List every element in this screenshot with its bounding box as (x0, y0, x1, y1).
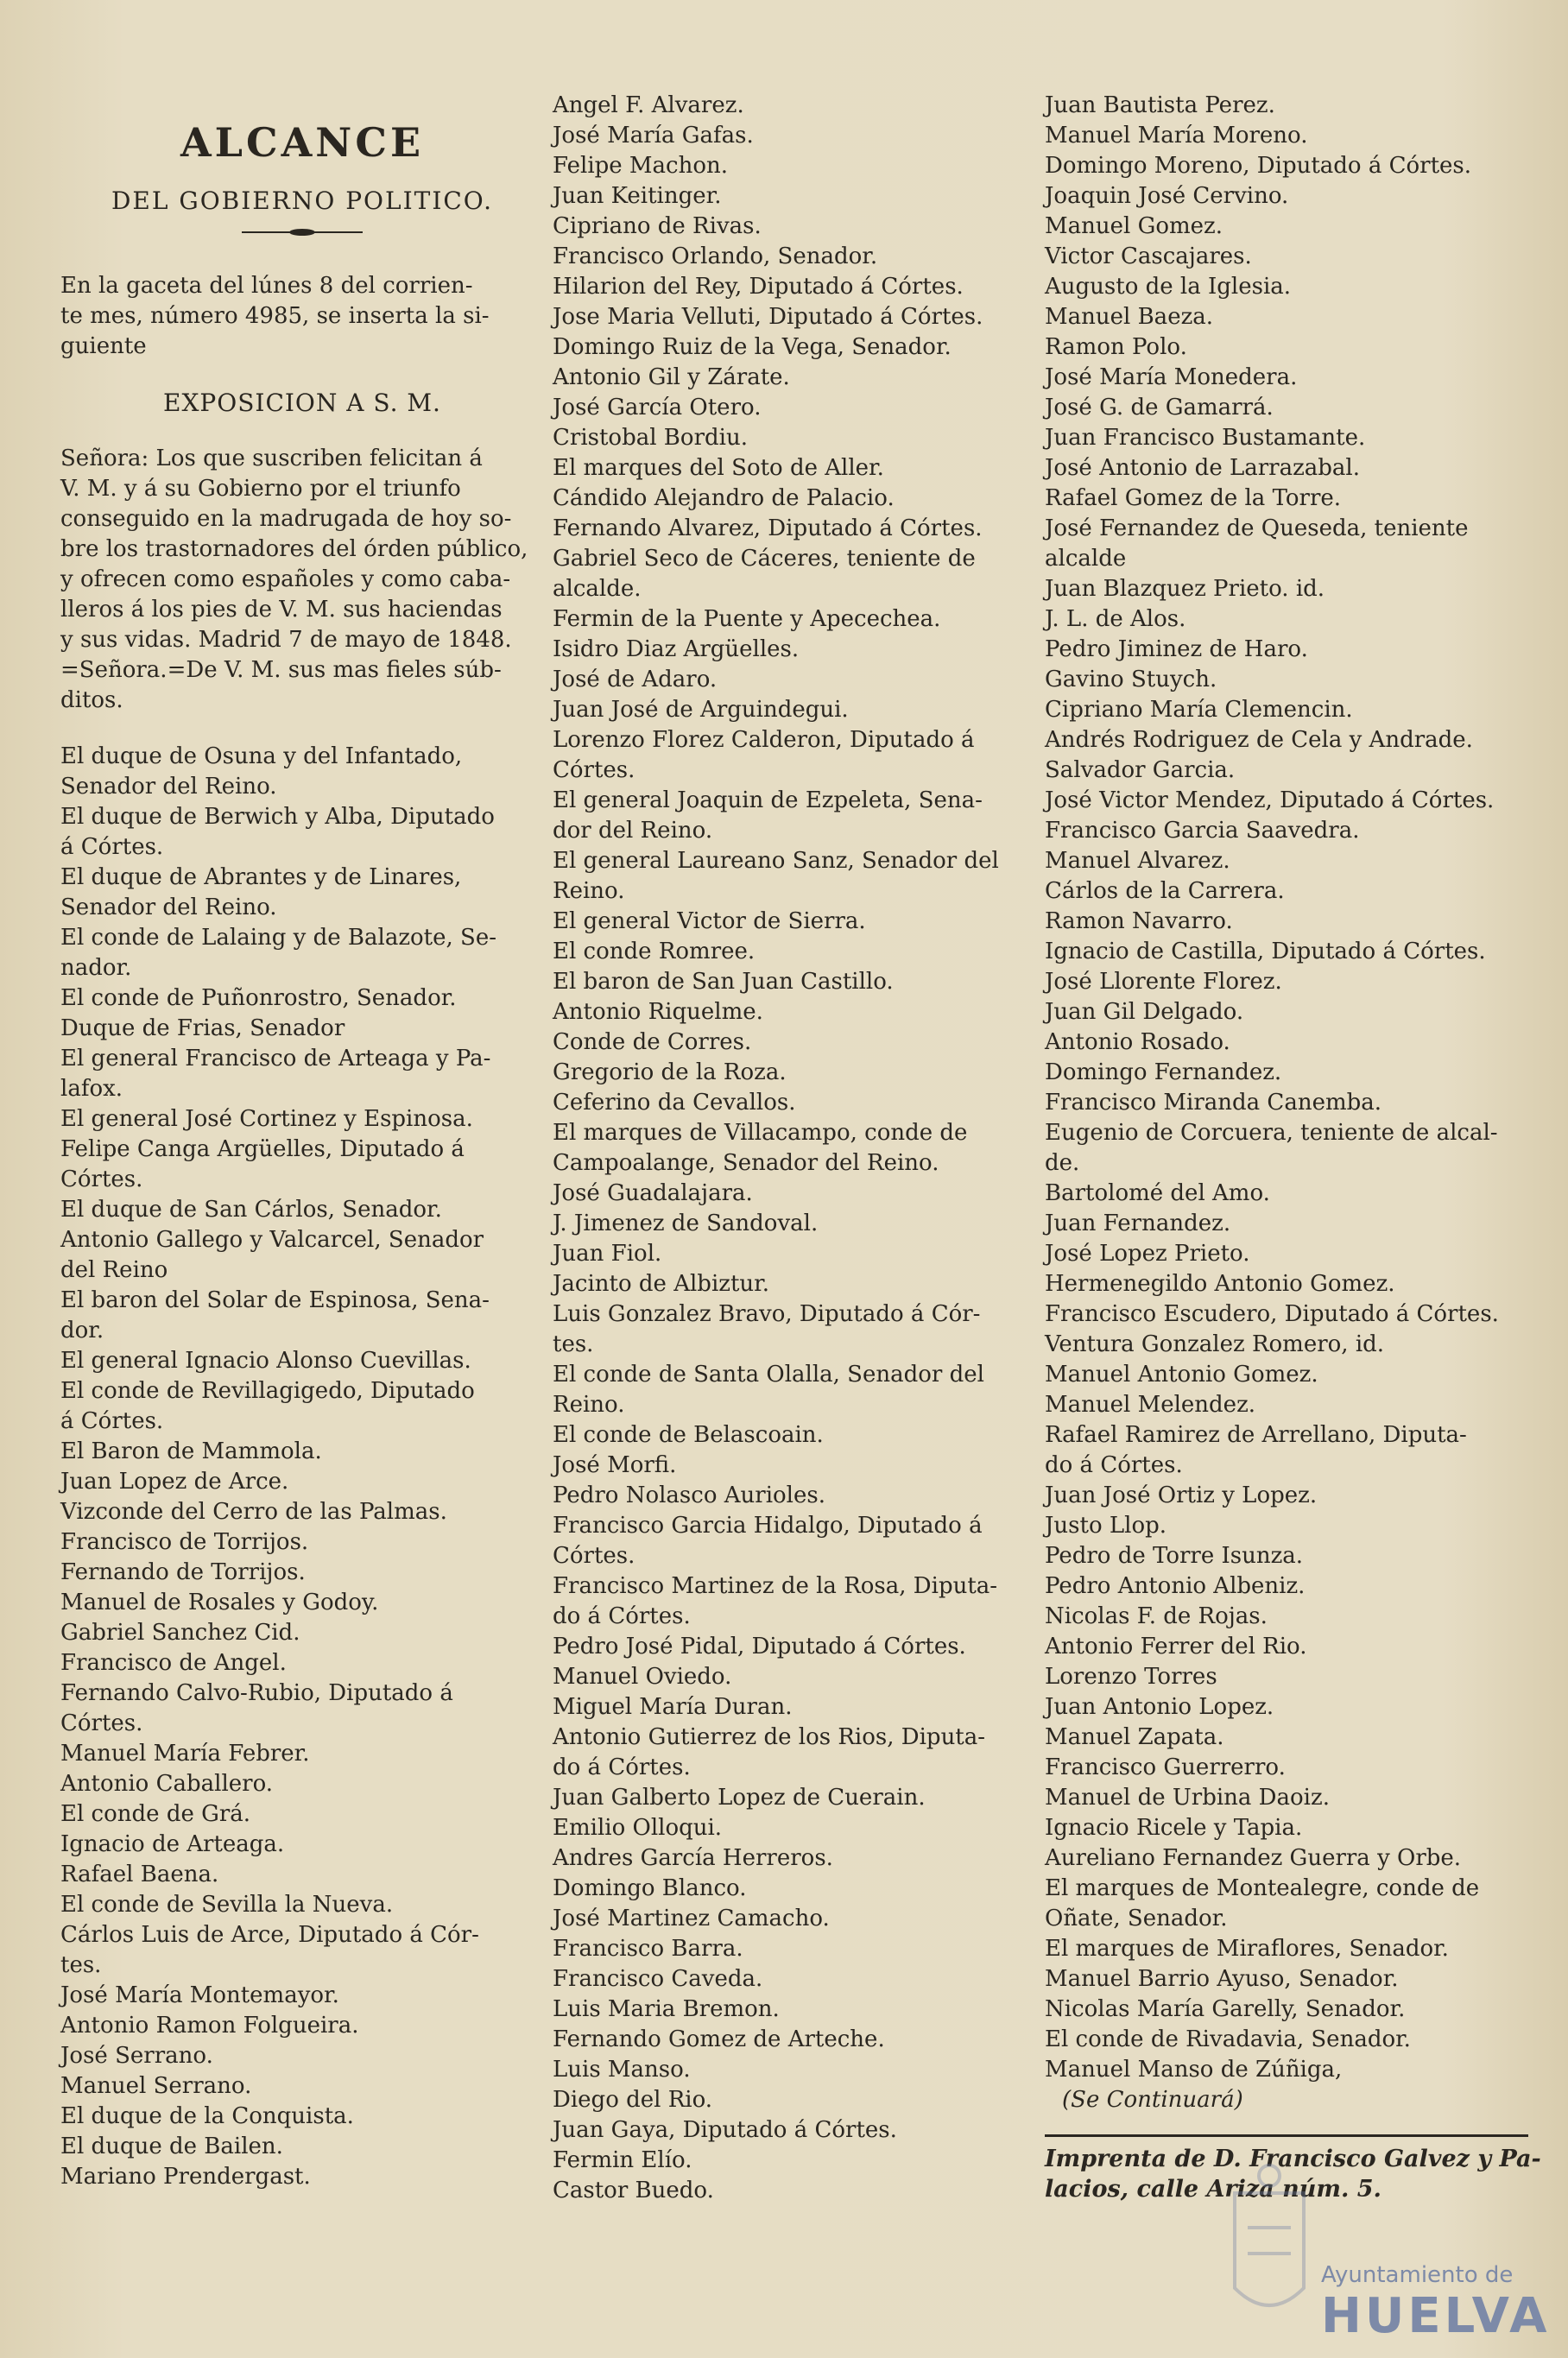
signatory-line: Rafael Ramirez de Arrellano, Diputa- (1045, 1422, 1467, 1448)
signatory-line: del Reino (60, 1257, 168, 1283)
exposicion-paragraph (60, 444, 544, 716)
signatory-line: Fernando Alvarez, Diputado á Córtes. (553, 515, 983, 541)
signatory-line: El duque de Bailen. (60, 2134, 283, 2159)
signatory-line: Antonio Ramon Folgueira. (60, 2013, 359, 2039)
signatory-line: tes. (60, 1952, 102, 1978)
signatory-line: do á Córtes. (1045, 1452, 1183, 1478)
imprint-line: Imprenta de D. Francisco Galvez y Pa- (1045, 2146, 1541, 2172)
ornament-divider (242, 228, 363, 237)
signatory-line: Ramon Navarro. (1045, 908, 1233, 934)
signatory-line: Pedro Nolasco Aurioles. (553, 1482, 825, 1508)
signatory-line: Manuel Melendez. (1045, 1392, 1256, 1418)
signatory-line: Senador del Reino. (60, 895, 277, 920)
signatory-line: El marques del Soto de Aller. (553, 455, 884, 481)
signatory-line: José María Montemayor. (60, 1982, 339, 2008)
signatory-line: Juan Bautista Perez. (1045, 92, 1275, 118)
signatory-line: Jacinto de Albiztur. (553, 1271, 769, 1297)
signatory-line: Juan José Ortiz y Lopez. (1045, 1482, 1318, 1508)
signatory-line: Manuel Gomez. (1045, 213, 1223, 239)
signatory-line: Córtes. (60, 1166, 143, 1192)
column-3 (1045, 91, 1541, 2204)
signatory-line: Antonio Gutierrez de los Rios, Diputa- (553, 1724, 986, 1750)
signatory-line: El general Victor de Sierra. (553, 908, 866, 934)
signatory-line: Domingo Fernandez. (1045, 1059, 1282, 1085)
signatory-line: Justo Llop. (1045, 1513, 1167, 1539)
signatory-line: Hermenegildo Antonio Gomez. (1045, 1271, 1395, 1297)
signatory-line: Rafael Gomez de la Torre. (1045, 485, 1342, 511)
signatory-line: dor. (60, 1318, 104, 1343)
signatory-line: El duque de la Conquista. (60, 2103, 354, 2129)
signatory-line: á Córtes. (60, 834, 164, 860)
signatory-line: José Guadalajara. (553, 1180, 753, 1206)
signatory-line: El marques de Villacampo, conde de (553, 1120, 968, 1146)
exposicion-heading: EXPOSICION A S. M. (163, 389, 441, 417)
signatory-line: Lorenzo Torres (1045, 1664, 1217, 1690)
signatory-line: José de Adaro. (553, 667, 718, 692)
signatory-line: J. Jimenez de Sandoval. (553, 1211, 819, 1236)
signatory-line: do á Córtes. (553, 1754, 691, 1780)
signatory-line: Antonio Caballero. (60, 1771, 274, 1797)
signatory-line: José G. de Gamarrá. (1045, 395, 1274, 420)
signatory-line: El conde de Rivadavia, Senador. (1045, 2026, 1411, 2052)
signatory-line: Juan Lopez de Arce. (60, 1469, 289, 1495)
signatory-line: Juan Galberto Lopez de Cuerain. (553, 1785, 926, 1811)
signatory-line: Joaquin José Cervino. (1045, 183, 1289, 209)
signatory-line: Manuel Barrio Ayuso, Senador. (1045, 1966, 1399, 1992)
signatory-line: Manuel de Rosales y Godoy. (60, 1590, 379, 1615)
signatory-line: Manuel María Febrer. (60, 1741, 310, 1767)
exposicion-line: lleros á los pies de V. M. sus haciendas (60, 597, 503, 623)
signatory-line: Domingo Moreno, Diputado á Córtes. (1045, 153, 1472, 179)
column-1 (60, 91, 544, 2192)
signatory-line: Pedro Antonio Albeniz. (1045, 1573, 1306, 1599)
signatory-line: Felipe Canga Argüelles, Diputado á (60, 1136, 465, 1162)
exposicion-line: y sus vidas. Madrid 7 de mayo de 1848. (60, 627, 512, 653)
signatory-line: El conde de Puñonrostro, Senador. (60, 985, 457, 1011)
signatory-line: Fermin de la Puente y Apecechea. (553, 606, 941, 632)
signatory-line: Gabriel Seco de Cáceres, teniente de (553, 546, 976, 572)
signatory-line: José María Gafas. (553, 123, 754, 149)
imprint-line: lacios, calle Ariza núm. 5. (1045, 2176, 1381, 2203)
signatory-line: Francisco Caveda. (553, 1966, 763, 1992)
signatory-line: Manuel Manso de Zúñiga, (1045, 2057, 1343, 2083)
signatory-line: Manuel de Urbina Daoiz. (1045, 1785, 1330, 1811)
signatory-line: Duque de Frias, Senador (60, 1015, 345, 1041)
signatory-line: Gavino Stuych. (1045, 667, 1217, 692)
signatory-line: Diego del Rio. (553, 2087, 713, 2113)
signatory-line: Castor Buedo. (553, 2178, 714, 2203)
signatory-line: El general Laureano Sanz, Senador del (553, 848, 999, 874)
signatory-line: Vizconde del Cerro de las Palmas. (60, 1499, 447, 1525)
signatory-line: José Morfi. (553, 1452, 677, 1478)
exposicion-line: Señora: Los que suscriben felicitan á (60, 446, 483, 471)
signatory-line: José García Otero. (553, 395, 762, 420)
signatory-line: Hilarion del Rey, Diputado á Córtes. (553, 274, 964, 300)
signatory-line: Gregorio de la Roza. (553, 1059, 787, 1085)
signatory-line: El duque de Abrantes y de Linares, (60, 864, 462, 890)
signatory-line: Francisco Garcia Hidalgo, Diputado á (553, 1513, 983, 1539)
signatory-line: Francisco Garcia Saavedra. (1045, 818, 1360, 844)
signatory-line: Miguel María Duran. (553, 1694, 793, 1720)
exposicion-line: =Señora.=De V. M. sus mas fieles súb- (60, 657, 502, 683)
signatory-line: do á Córtes. (553, 1603, 691, 1629)
signatory-line: alcalde (1045, 546, 1127, 572)
signatory-line: tes. (553, 1331, 594, 1357)
signatory-line: lafox. (60, 1076, 123, 1102)
page-title: ALCANCE (180, 119, 425, 166)
signatory-line: Juan José de Arguindegui. (553, 697, 849, 723)
exposicion-line: V. M. y á su Gobierno por el triunfo (60, 476, 461, 502)
signatory-line: El baron de San Juan Castillo. (553, 969, 894, 995)
signatory-line: Senador del Reino. (60, 774, 277, 800)
signatory-line: El conde de Grá. (60, 1801, 251, 1827)
signatory-line: Antonio Riquelme. (553, 999, 763, 1025)
signatory-line: El general Joaquin de Ezpeleta, Sena- (553, 787, 983, 813)
signatory-line: Córtes. (553, 1543, 635, 1569)
intro-line: En la gaceta del lúnes 8 del corrien- (60, 273, 473, 299)
signatory-line: Cristobal Bordiu. (553, 425, 748, 451)
signatory-line: El conde de Revillagigedo, Diputado (60, 1378, 475, 1404)
signatory-line: Cárlos de la Carrera. (1045, 878, 1285, 904)
signatory-line: Cárlos Luis de Arce, Diputado á Cór- (60, 1922, 479, 1948)
signatory-line: Luis Gonzalez Bravo, Diputado á Cór- (553, 1301, 981, 1327)
signatory-line: Manuel Alvarez. (1045, 848, 1230, 874)
signatory-line: Cándido Alejandro de Palacio. (553, 485, 895, 511)
signatory-line: Reino. (553, 1392, 625, 1418)
signatory-line: Andrés Rodriguez de Cela y Andrade. (1045, 727, 1473, 753)
signatory-line: Francisco Guerrerro. (1045, 1754, 1286, 1780)
signatory-line: Rafael Baena. (60, 1862, 219, 1887)
signatory-line: Pedro de Torre Isunza. (1045, 1543, 1304, 1569)
column-2 (553, 91, 1036, 2206)
signatory-line: Luis Manso. (553, 2057, 691, 2083)
signatory-line: Salvador Garcia. (1045, 757, 1236, 783)
signatory-line: Pedro José Pidal, Diputado á Córtes. (553, 1634, 966, 1659)
signatory-line: Isidro Diaz Argüelles. (553, 636, 800, 662)
signatory-line: Fernando Gomez de Arteche. (553, 2026, 885, 2052)
signatory-line: Manuel María Moreno. (1045, 123, 1308, 149)
signatory-line: Mariano Prendergast. (60, 2164, 311, 2190)
signatory-line: Fermin Elío. (553, 2147, 692, 2173)
signatory-line: Manuel Baeza. (1045, 304, 1214, 330)
signatory-line: Manuel Serrano. (60, 2073, 252, 2099)
signatory-line: Cipriano de Rivas. (553, 213, 762, 239)
signatory-line: nador. (60, 955, 132, 981)
signatory-line: El general Francisco de Arteaga y Pa- (60, 1046, 491, 1072)
signatory-line: Francisco Barra. (553, 1936, 743, 1962)
signatory-line: Antonio Rosado. (1045, 1029, 1230, 1055)
signatory-line: Córtes. (553, 757, 635, 783)
signatory-line: El marques de Miraflores, Senador. (1045, 1936, 1449, 1962)
signatory-line: José Llorente Florez. (1045, 969, 1282, 995)
exposicion-line: ditos. (60, 687, 123, 713)
signatory-line: Juan Antonio Lopez. (1045, 1694, 1274, 1720)
signatory-line: Ignacio de Castilla, Diputado á Córtes. (1045, 939, 1486, 964)
watermark-small: Ayuntamiento de (1321, 2262, 1514, 2288)
signatory-line: Juan Fiol. (553, 1241, 662, 1267)
signatory-line: Angel F. Alvarez. (553, 92, 744, 118)
signatory-line: Ramon Polo. (1045, 334, 1187, 360)
signatory-line: Francisco Orlando, Senador. (553, 243, 878, 269)
signatory-line: Fernando Calvo-Rubio, Diputado á (60, 1680, 453, 1706)
signatory-line: Lorenzo Florez Calderon, Diputado á (553, 727, 975, 753)
signatory-line: José Serrano. (60, 2043, 213, 2069)
intro-line: guiente (60, 333, 147, 359)
signatory-line: Pedro Jiminez de Haro. (1045, 636, 1308, 662)
signatory-line: José Martinez Camacho. (553, 1906, 830, 1931)
signatory-line: José María Monedera. (1045, 364, 1298, 390)
signatory-line: El duque de Berwich y Alba, Diputado (60, 804, 495, 830)
signatory-line: Ceferino da Cevallos. (553, 1090, 796, 1116)
signatory-line: Aureliano Fernandez Guerra y Orbe. (1045, 1845, 1462, 1871)
signatory-line: El conde de Lalaing y de Balazote, Se- (60, 925, 497, 951)
signatory-line: Augusto de la Iglesia. (1045, 274, 1292, 300)
signatory-line: Antonio Gil y Zárate. (553, 364, 790, 390)
signatory-line: El baron del Solar de Espinosa, Sena- (60, 1287, 490, 1313)
signatory-line: Emilio Olloqui. (553, 1815, 723, 1841)
signatory-line: Francisco de Torrijos. (60, 1529, 309, 1555)
signatory-line: Eugenio de Corcuera, teniente de alcal- (1045, 1120, 1498, 1146)
signatory-line: alcalde. (553, 576, 642, 602)
continuation-note: (Se Continuará) (1062, 2087, 1243, 2113)
signatory-line: José Victor Mendez, Diputado á Córtes. (1045, 787, 1495, 813)
signatory-line: de. (1045, 1150, 1080, 1176)
signatories-list-3 (1045, 91, 1528, 2085)
signatory-line: José Lopez Prieto. (1045, 1241, 1250, 1267)
signatory-line: Francisco Martinez de la Rosa, Diputa- (553, 1573, 998, 1599)
signatory-line: Andres García Herreros. (553, 1845, 833, 1871)
signatory-line: Luis Maria Bremon. (553, 1996, 780, 2022)
signatory-line: Jose Maria Velluti, Diputado á Córtes. (553, 304, 983, 330)
signatory-line: Juan Keitinger. (553, 183, 722, 209)
signatory-line: El duque de San Cárlos, Senador. (60, 1197, 442, 1223)
signatory-line: Ventura Gonzalez Romero, id. (1045, 1331, 1385, 1357)
signatory-line: Fernando de Torrijos. (60, 1559, 306, 1585)
signatory-line: J. L. de Alos. (1045, 606, 1186, 632)
signatory-line: Ignacio de Arteaga. (60, 1831, 285, 1857)
signatory-line: Francisco Miranda Canemba. (1045, 1090, 1382, 1116)
signatory-line: Reino. (553, 878, 625, 904)
signatory-line: Ignacio Ricele y Tapia. (1045, 1815, 1303, 1841)
signatory-line: El Baron de Mammola. (60, 1438, 322, 1464)
signatories-list-1 (60, 742, 544, 2192)
signatory-line: El marques de Montealegre, conde de (1045, 1875, 1480, 1901)
signatory-line: José Antonio de Larrazabal. (1045, 455, 1361, 481)
signatory-line: Juan Gaya, Diputado á Córtes. (553, 2117, 897, 2143)
signatory-line: El conde Romree. (553, 939, 756, 964)
signatories-list-2 (553, 91, 1036, 2206)
signatory-line: Bartolomé del Amo. (1045, 1180, 1270, 1206)
exposicion-line: y ofrecen como españoles y como caba- (60, 566, 511, 592)
signatory-line: El duque de Osuna y del Infantado, (60, 743, 463, 769)
intro-line: te mes, número 4985, se inserta la si- (60, 303, 490, 329)
exposicion-line: bre los trastornadores del órden público, (60, 536, 528, 562)
signatory-line: á Córtes. (60, 1408, 164, 1434)
exposicion-line: conseguido en la madrugada de hoy so- (60, 506, 512, 532)
signatory-line: Felipe Machon. (553, 153, 729, 179)
signatory-line: Juan Blazquez Prieto. id. (1045, 576, 1325, 602)
signatory-line: El conde de Sevilla la Nueva. (60, 1892, 394, 1918)
footer-rule (1045, 2134, 1528, 2137)
signatory-line: Gabriel Sanchez Cid. (60, 1620, 300, 1646)
intro-paragraph (60, 271, 544, 362)
signatory-line: Francisco de Angel. (60, 1650, 287, 1676)
signatory-line: Domingo Ruiz de la Vega, Senador. (553, 334, 952, 360)
signatory-line: José Fernandez de Queseda, teniente (1045, 515, 1469, 541)
signatory-line: Juan Fernandez. (1045, 1211, 1231, 1236)
page-subtitle: DEL GOBIERNO POLITICO. (111, 186, 494, 215)
signatory-line: Manuel Zapata. (1045, 1724, 1224, 1750)
signatory-line: Victor Cascajares. (1045, 243, 1252, 269)
signatory-line: Manuel Antonio Gomez. (1045, 1362, 1318, 1388)
signatory-line: El conde de Santa Olalla, Senador del (553, 1362, 984, 1388)
signatory-line: Cipriano María Clemencin. (1045, 697, 1353, 723)
signatory-line: El general José Cortinez y Espinosa. (60, 1106, 473, 1132)
signatory-line: Manuel Oviedo. (553, 1664, 732, 1690)
signatory-line: El general Ignacio Alonso Cuevillas. (60, 1348, 471, 1374)
signatory-line: dor del Reino. (553, 818, 713, 844)
signatory-line: Conde de Corres. (553, 1029, 752, 1055)
signatory-line: Juan Francisco Bustamante. (1045, 425, 1366, 451)
signatory-line: Córtes. (60, 1710, 143, 1736)
signatory-line: Domingo Blanco. (553, 1875, 747, 1901)
signatory-line: Antonio Ferrer del Rio. (1045, 1634, 1307, 1659)
signatory-line: El conde de Belascoain. (553, 1422, 824, 1448)
signatory-line: Oñate, Senador. (1045, 1906, 1228, 1931)
signatory-line: Antonio Gallego y Valcarcel, Senador (60, 1227, 484, 1253)
signatory-line: Juan Gil Delgado. (1045, 999, 1244, 1025)
signatory-line: Nicolas María Garelly, Senador. (1045, 1996, 1406, 2022)
signatory-line: Campoalange, Senador del Reino. (553, 1150, 939, 1176)
watermark-big: HUELVA (1321, 2288, 1551, 2344)
signatory-line: Francisco Escudero, Diputado á Córtes. (1045, 1301, 1499, 1327)
signatory-line: Nicolas F. de Rojas. (1045, 1603, 1268, 1629)
